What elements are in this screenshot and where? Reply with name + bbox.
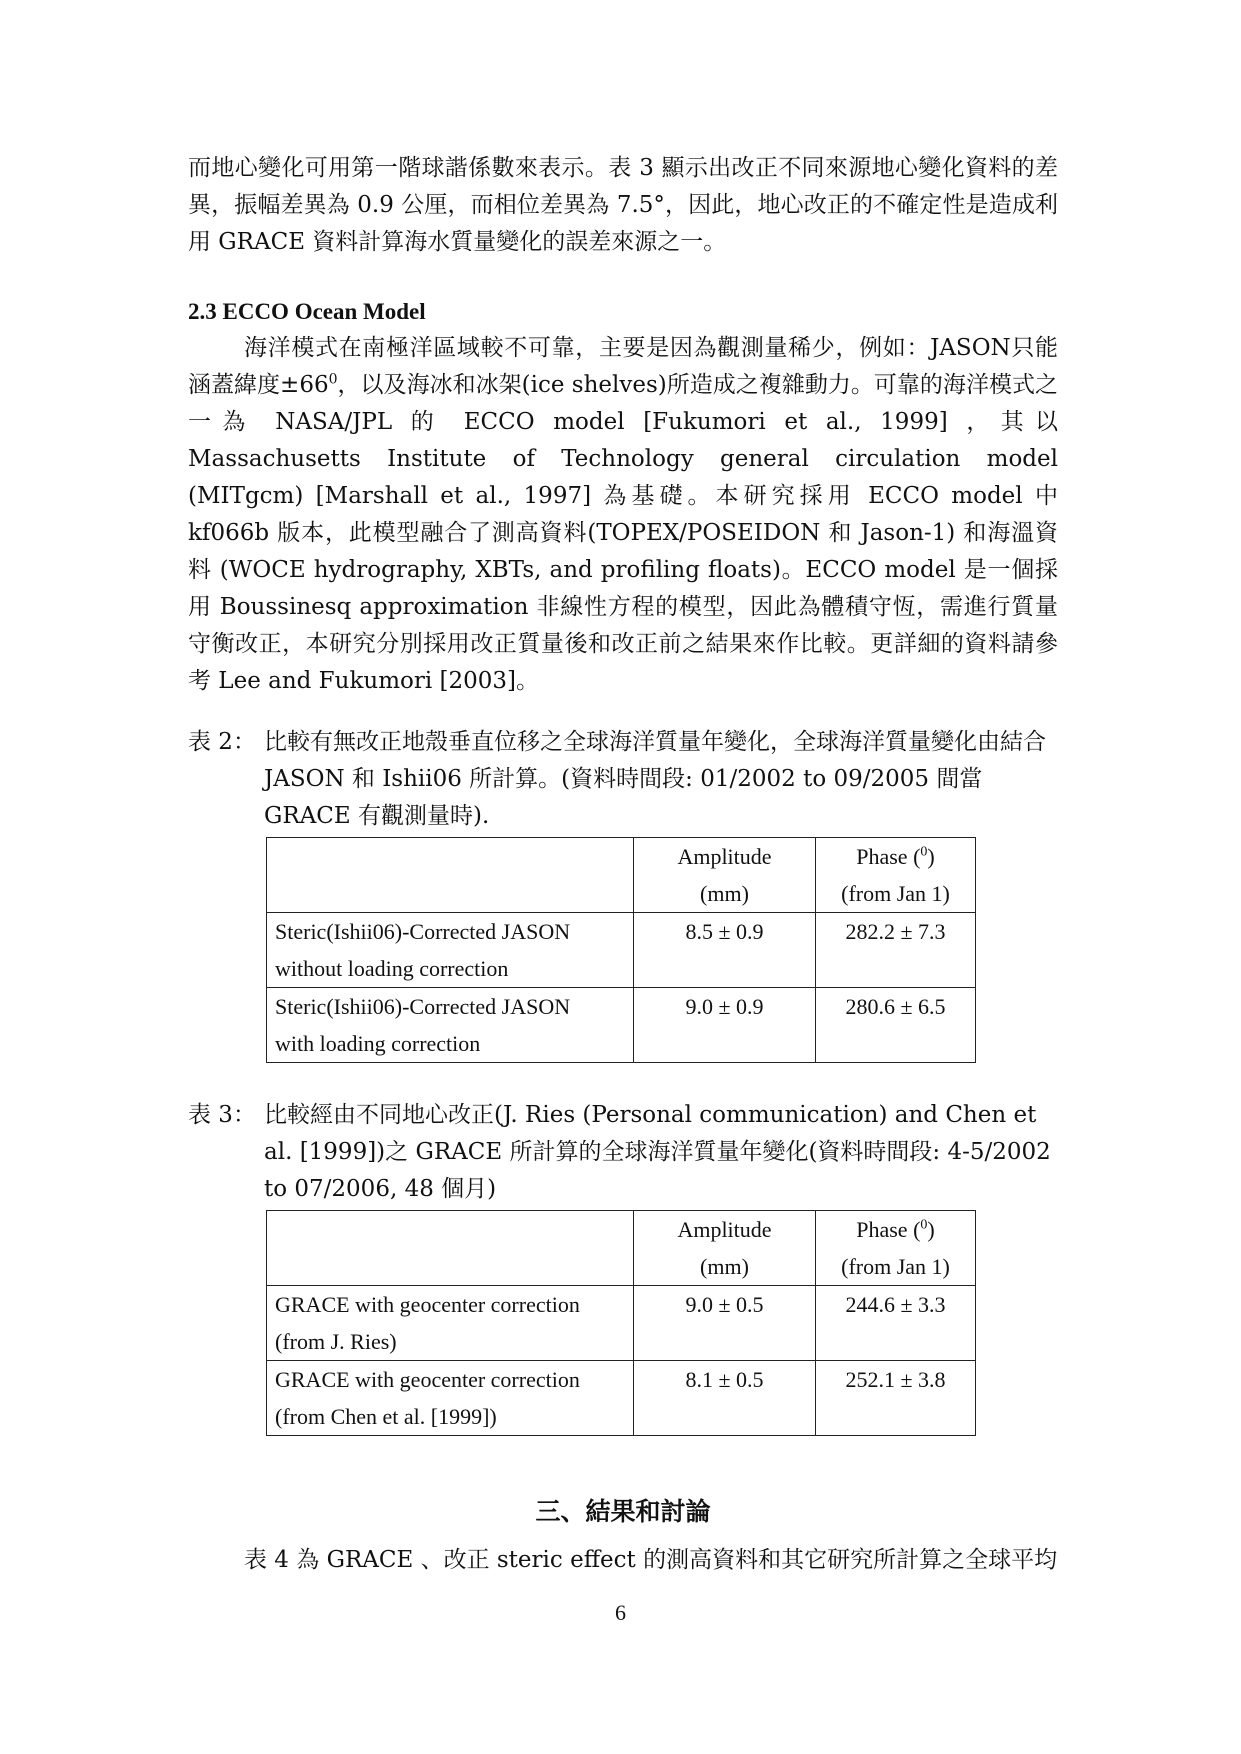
row-label-cell	[267, 913, 634, 988]
paragraph-results: 表 4 為 GRACE 、改正 steric effect 的測高資料和其它研究所計算之全球平均	[244, 1547, 1058, 1573]
table-header-empty	[267, 838, 634, 913]
table-header-row	[267, 1211, 976, 1286]
table3	[266, 1210, 976, 1436]
document-page	[188, 150, 1058, 1579]
phase-cell: 282.2 ± 7.3	[816, 913, 976, 988]
row-label-line2: (from Chen et al. [1999])	[275, 1404, 497, 1429]
paragraph-ecco	[188, 330, 1058, 700]
paragraph-ecco-part2: ，以及海冰和冰架(ice shelves)所造成之複雜動力。可靠的海洋模式之一為 NASA/JPL 的 ECCO model [Fukumori et al., 1999] ，其以Massachusetts Institute of Technology general circulation model (MITgcm) [Marshall et al., 1997] 為基礎。本研究採用 ECCO model 中 kf066b 版本，此模型融合了測高資料(TOPEX/POSEIDON 和 Jason-1) 和海溫資料 (WOCE hydrography, XBTs, and profiling floats)。ECCO model 是一個採用 Boussinesq approximation 非線性方程的模型，因此為體積守恆，需進行質量守衡改正，本研究分別採用改正質量後和改正前之結果來作比較。更詳細的資料請參考 Lee and Fukumori [2003]。	[188, 372, 1058, 694]
table-row	[267, 988, 976, 1063]
header-phase-close: )	[927, 844, 935, 869]
table3-label: 表 3：	[188, 1102, 256, 1128]
header-amplitude-label: Amplitude	[677, 1217, 772, 1242]
row-label-line1: Steric(Ishii06)-Corrected JASON	[275, 919, 571, 944]
header-phase-close: )	[927, 1217, 935, 1242]
row-label-line1: GRACE with geocenter correction	[275, 1367, 580, 1392]
row-label-line1: Steric(Ishii06)-Corrected JASON	[275, 994, 571, 1019]
table-row	[267, 1286, 976, 1361]
row-label-line1: GRACE with geocenter correction	[275, 1292, 580, 1317]
header-phase-unit: (from Jan 1)	[841, 881, 950, 906]
section-heading-results: 三、結果和討論	[535, 1497, 711, 1526]
header-phase-label: Phase (	[856, 844, 921, 869]
row-label-cell	[267, 1361, 634, 1436]
amplitude-cell: 9.0 ± 0.9	[634, 988, 816, 1063]
table-row	[267, 913, 976, 988]
page-number: 6	[615, 1600, 626, 1625]
amplitude-cell: 8.1 ± 0.5	[634, 1361, 816, 1436]
table-header-empty	[267, 1211, 634, 1286]
section-heading-ecco: 2.3 ECCO Ocean Model	[188, 299, 426, 324]
row-label-cell	[267, 1286, 634, 1361]
table-header-phase	[816, 1211, 976, 1286]
table3-caption-text: 比較經由不同地心改正(J. Ries (Personal communication) and Chen et al. [1999])之 GRACE 所計算的全球海洋質量年變化(資料時間段: 4-5/2002 to 07/2006, 48 個月)	[264, 1102, 1051, 1202]
paragraph-ecco-part1: 海洋模式在南極洋區域較不可靠，主要是因為觀測量稀少，例如：JASON只能涵蓋緯度±66	[188, 335, 1058, 398]
header-phase-unit: (from Jan 1)	[841, 1254, 950, 1279]
phase-cell: 244.6 ± 3.3	[816, 1286, 976, 1361]
table2-caption-text: 比較有無改正地殼垂直位移之全球海洋質量年變化，全球海洋質量變化由結合 JASON 和 Ishii06 所計算。(資料時間段: 01/2002 to 09/2005 間當GRACE 有觀測量時).	[264, 729, 1046, 829]
paragraph-geocenter: 而地心變化可用第一階球諧係數來表示。表 3 顯示出改正不同來源地心變化資料的差異，振幅差異為 0.9 公厘，而相位差異為 7.5°，因此，地心改正的不確定性是造成利用 GRACE 資料計算海水質量變化的誤差來源之一。	[188, 155, 1058, 255]
degree-superscript: 0	[328, 371, 338, 388]
header-amplitude-unit: (mm)	[700, 1254, 749, 1279]
table-header-row	[267, 838, 976, 913]
row-label-line2: with loading correction	[275, 1031, 481, 1056]
table-header-amplitude	[634, 1211, 816, 1286]
row-label-cell	[267, 988, 634, 1063]
amplitude-cell: 8.5 ± 0.9	[634, 913, 816, 988]
header-amplitude-unit: (mm)	[700, 881, 749, 906]
row-label-line2: without loading correction	[275, 956, 509, 981]
table3-caption	[188, 1097, 1058, 1208]
header-phase-sup: 0	[920, 1217, 928, 1233]
amplitude-cell: 9.0 ± 0.5	[634, 1286, 816, 1361]
table-header-amplitude	[634, 838, 816, 913]
header-amplitude-label: Amplitude	[677, 844, 772, 869]
table-row	[267, 1361, 976, 1436]
row-label-line2: (from J. Ries)	[275, 1329, 397, 1354]
header-phase-sup: 0	[920, 844, 928, 860]
table-header-phase	[816, 838, 976, 913]
table2-caption	[188, 724, 1058, 835]
table2-label: 表 2：	[188, 729, 256, 755]
phase-cell: 252.1 ± 3.8	[816, 1361, 976, 1436]
phase-cell: 280.6 ± 6.5	[816, 988, 976, 1063]
table2	[266, 837, 976, 1063]
header-phase-label: Phase (	[856, 1217, 921, 1242]
